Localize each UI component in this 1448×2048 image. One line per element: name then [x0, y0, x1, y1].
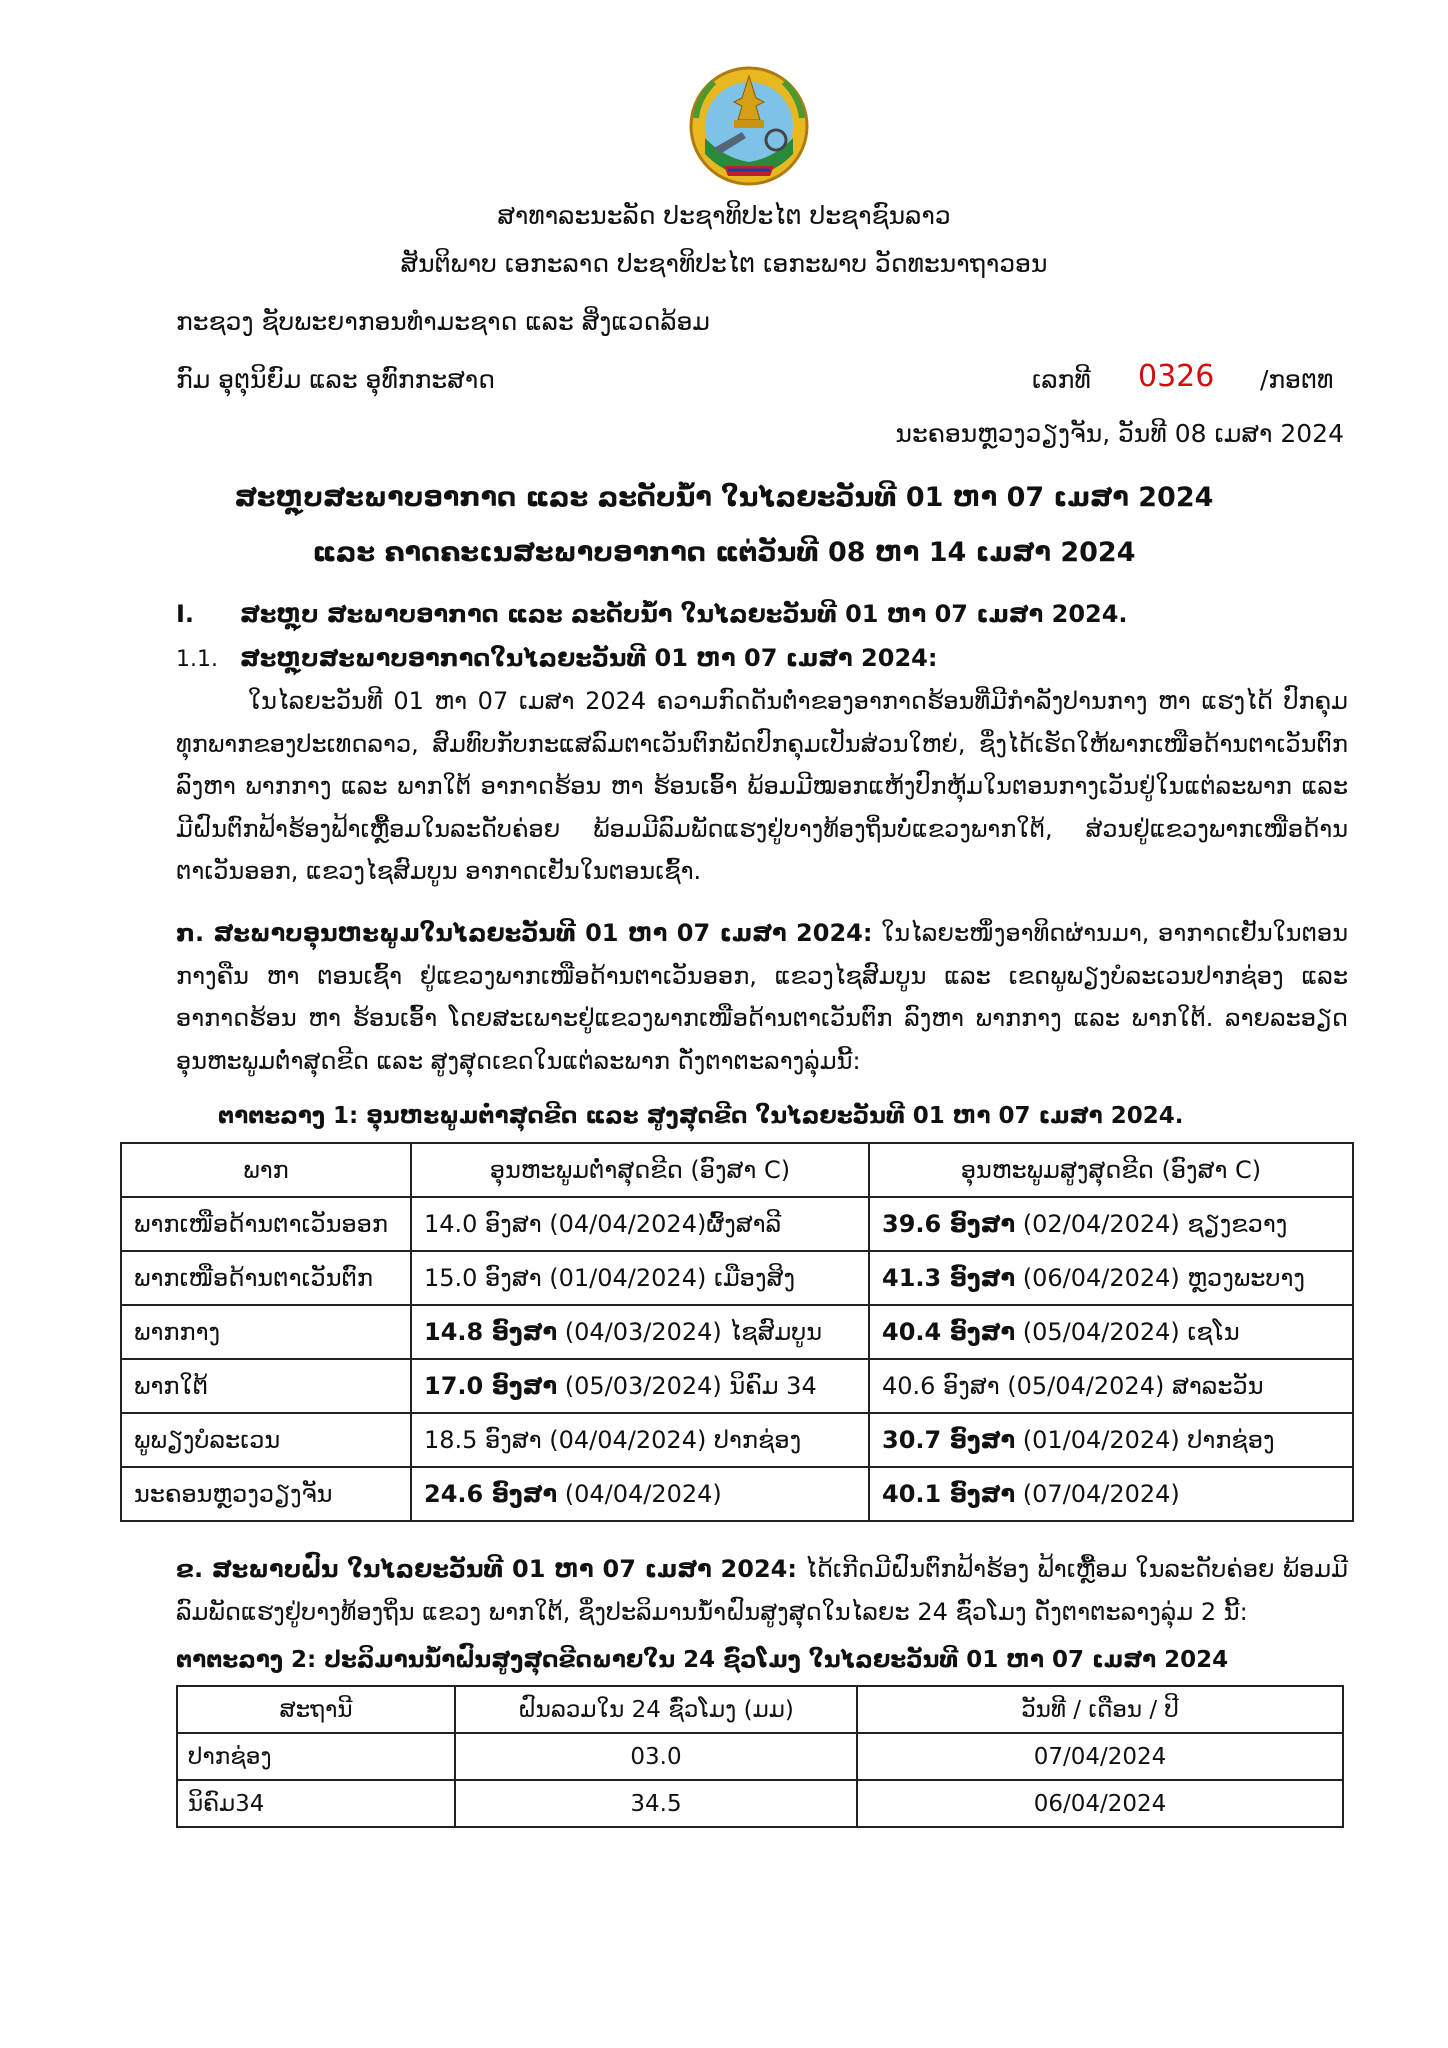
department-name: ກົມ ອຸຕຸນິຍົມ ແລະ ອຸທົກກະສາດ [176, 365, 495, 394]
min-temp-cell: 24.6 ອົງສາ (04/04/2024) [411, 1467, 869, 1521]
table-row [177, 1733, 1343, 1780]
lao-national-emblem-icon [684, 58, 814, 188]
document-number: 0326 [1138, 359, 1215, 394]
table-row [121, 1305, 1353, 1359]
country-name-line: ສາທາລະນະລັດ ປະຊາທິປະໄຕ ປະຊາຊົນລາວ [497, 201, 951, 230]
temperature-paragraph [176, 912, 1348, 1082]
section-number: I. [176, 600, 195, 628]
table2-caption: ຕາຕະລາງ 2: ປະລິມານນ້ຳຝົນສູງສຸດຂີດພາຍໃນ 24 ຊົ່ວໂມງ ໃນໄລຍະວັນທີ 01 ຫາ 07 ເມສາ 2024 [176, 1647, 1229, 1673]
column-header: ສະຖານີ [177, 1686, 455, 1733]
national-motto-line: ສັນຕິພາບ ເອກະລາດ ປະຊາທິປະໄຕ ເອກະພາບ ວັດທະນາຖາວອນ [400, 249, 1048, 278]
table-row [121, 1251, 1353, 1305]
column-header: ພາກ [121, 1143, 411, 1197]
min-temp-cell: 18.5 ອົງສາ (04/04/2024) ປາກຊ່ອງ [411, 1413, 869, 1467]
subsection-title: ສະຫຼຸບສະພາບອາກາດໃນໄລຍະວັນທີ 01 ຫາ 07 ເມສາ 2024: [240, 644, 938, 672]
place-and-date: ນະຄອນຫຼວງວຽງຈັນ, ວັນທີ 08 ເມສາ 2024 [895, 419, 1344, 448]
rainfall-heading: ຂ. ສະພາບຝົນ ໃນໄລຍະວັນທີ 01 ຫາ 07 ເມສາ 2024: [176, 1555, 797, 1583]
rainfall-cell: 03.0 [455, 1733, 857, 1780]
ministry-name: ກະຊວງ ຊັບພະຍາກອນທຳມະຊາດ ແລະ ສິ່ງແວດລ້ອມ [176, 307, 710, 336]
temperature-text: ໃນໄລຍະໜຶ່ງອາທິດຜ່ານມາ, ອາກາດເຢັນໃນຕອນກາງຄືນ ຫາ ຕອນເຊົ້າ ຢູ່ແຂວງພາກເໜືອດ້ານຕາເວັນອອກ, ແຂວງໄຊສົມບູນ ແລະ ເຂດພູພຽງບໍລະເວນປາກຊ່ອງ ແລະ ອາກາດຮ້ອນ ຫາ ຮ້ອນເອົ້າ ໂດຍສະເພາະຢູ່ແຂວງພາກເໜືອດ້ານຕາເວັນຕົກ ລົງຫາ ພາກກາງ ແລະ ພາກໃຕ້. ລາຍລະອຽດອຸນຫະພູມຕ່ຳສຸດຂີດ ແລະ ສູງສຸດເຂດໃນແຕ່ລະພາກ ດັ່ງຕາຕະລາງລຸ່ມນີ້: [176, 919, 1348, 1075]
region-cell: ພາກໃຕ້ [121, 1359, 411, 1413]
column-header: ອຸນຫະພູມຕ່ຳສຸດຂີດ (ອົງສາ C) [411, 1143, 869, 1197]
table-row [177, 1780, 1343, 1827]
column-header: ອຸນຫະພູມສູງສຸດຂີດ (ອົງສາ C) [869, 1143, 1353, 1197]
max-temp-cell: 40.1 ອົງສາ (07/04/2024) [869, 1467, 1353, 1521]
region-cell: ພາກເໜືອດ້ານຕາເວັນຕົກ [121, 1251, 411, 1305]
region-cell: ພູພຽງບໍລະເວນ [121, 1413, 411, 1467]
column-header: ວັນທີ / ເດືອນ / ປີ [857, 1686, 1343, 1733]
weather-summary-paragraph: ໃນໄລຍະວັນທີ 01 ຫາ 07 ເມສາ 2024 ຄວາມກົດດັນຕ່ຳຂອງອາກາດຮ້ອນທີ່ມີກຳລັງປານກາງ ຫາ ແຮງໄດ້ ປົກຄຸມທຸກພາກຂອງປະເທດລາວ, ສົມທົບກັບກະແສລົມຕາເວັນຕົກພັດປົກຄຸມເປັນສ່ວນໃຫຍ່, ຊຶ່ງໄດ້ເຮັດໃຫ້ພາກເໜືອດ້ານຕາເວັນຕົກ ລົງຫາ ພາກກາງ ແລະ ພາກໃຕ້ ອາກາດຮ້ອນ ຫາ ຮ້ອນເອົ້າ ພ້ອມມີໝອກແຫ້ງປົກຫຸ້ມໃນຕອນກາງເວັນຢູ່ໃນແຕ່ລະພາກ ແລະ ມີຝົນຕົກຟ້າຮ້ອງຟ້າເຫຼື້ອມໃນລະດັບຄ່ອຍ ພ້ອມມີລົມພັດແຮງຢູ່ບາງທ້ອງຖິ່ນບໍ່ແຂວງພາກໃຕ້, ສ່ວນຢູ່ແຂວງພາກເໜືອດ້ານຕາເວັນອອກ, ແຂວງໄຊສົມບູນ ອາກາດເຢັນໃນຕອນເຊົ້າ. [176, 687, 1348, 885]
temperature-table [120, 1142, 1354, 1522]
date-cell: 07/04/2024 [857, 1733, 1343, 1780]
min-temp-cell: 14.8 ອົງສາ (04/03/2024) ໄຊສົມບູນ [411, 1305, 869, 1359]
table-row [121, 1467, 1353, 1521]
min-temp-cell: 17.0 ອົງສາ (05/03/2024) ນິຄົມ 34 [411, 1359, 869, 1413]
min-temp-cell: 15.0 ອົງສາ (01/04/2024) ເມືອງສິງ [411, 1251, 869, 1305]
max-temp-cell: 30.7 ອົງສາ (01/04/2024) ປາກຊ່ອງ [869, 1413, 1353, 1467]
rainfall-table [176, 1685, 1344, 1828]
rainfall-text: ໄດ້ເກີດມີຝົນຕົກຟ້າຮ້ອງ ຟ້າເຫຼື້ອມ ໃນລະດັບຄ່ອຍ ພ້ອມມີລົມພັດແຮງຢູ່ບາງທ້ອງຖິ່ນ ແຂວງ ພາກໃຕ້, ຊຶ່ງປະລິມານນ້ຳຝົນສູງສຸດໃນໄລຍະ 24 ຊົ່ວໂມງ ດັ່ງຕາຕະລາງລຸ່ມ 2 ນີ້: [176, 1555, 1348, 1626]
region-cell: ພາກເໜືອດ້ານຕາເວັນອອກ [121, 1197, 411, 1251]
section-title: ສະຫຼຸບ ສະພາບອາກາດ ແລະ ລະດັບນ້ຳ ໃນໄລຍະວັນທີ 01 ຫາ 07 ເມສາ 2024. [240, 600, 1128, 628]
table-header-row [177, 1686, 1343, 1733]
column-header: ຝົນລວມໃນ 24 ຊົ່ວໂມງ (ມມ) [455, 1686, 857, 1733]
station-cell: ນິຄົມ34 [177, 1780, 455, 1827]
station-cell: ປາກຊ່ອງ [177, 1733, 455, 1780]
table-row [121, 1413, 1353, 1467]
rainfall-cell: 34.5 [455, 1780, 857, 1827]
document-number-label: ເລກທີ [1032, 365, 1091, 394]
rainfall-paragraph [176, 1548, 1348, 1633]
max-temp-cell: 40.6 ອົງສາ (05/04/2024) ສາລະວັນ [869, 1359, 1353, 1413]
table-row [121, 1359, 1353, 1413]
table-row [121, 1197, 1353, 1251]
region-cell: ນະຄອນຫຼວງວຽງຈັນ [121, 1467, 411, 1521]
document-title-line1: ສະຫຼຸບສະພາບອາກາດ ແລະ ລະດັບນ້ຳ ໃນໄລຍະວັນທີ 01 ຫາ 07 ເມສາ 2024 [234, 482, 1214, 513]
document-title-line2: ແລະ ຄາດຄະເນສະພາບອາກາດ ແຕ່ວັນທີ 08 ຫາ 14 ເມສາ 2024 [312, 537, 1136, 568]
temperature-heading: ກ. ສະພາບອຸນຫະພູມໃນໄລຍະວັນທີ 01 ຫາ 07 ເມສາ 2024: [176, 919, 873, 947]
document-number-suffix: /ກອຕທ [1260, 365, 1334, 394]
date-cell: 06/04/2024 [857, 1780, 1343, 1827]
max-temp-cell: 41.3 ອົງສາ (06/04/2024) ຫຼວງພະບາງ [869, 1251, 1353, 1305]
min-temp-cell: 14.0 ອົງສາ (04/04/2024)ຜົ້ງສາລີ [411, 1197, 869, 1251]
table1-caption: ຕາຕະລາງ 1: ອຸນຫະພູມຕ່ຳສຸດຂີດ ແລະ ສູງສຸດຂີດ ໃນໄລຍະວັນທີ 01 ຫາ 07 ເມສາ 2024. [218, 1103, 1184, 1129]
subsection-number: 1.1. [176, 647, 218, 672]
region-cell: ພາກກາງ [121, 1305, 411, 1359]
max-temp-cell: 40.4 ອົງສາ (05/04/2024) ເຊໂນ [869, 1305, 1353, 1359]
table-header-row [121, 1143, 1353, 1197]
max-temp-cell: 39.6 ອົງສາ (02/04/2024) ຊຽງຂວາງ [869, 1197, 1353, 1251]
